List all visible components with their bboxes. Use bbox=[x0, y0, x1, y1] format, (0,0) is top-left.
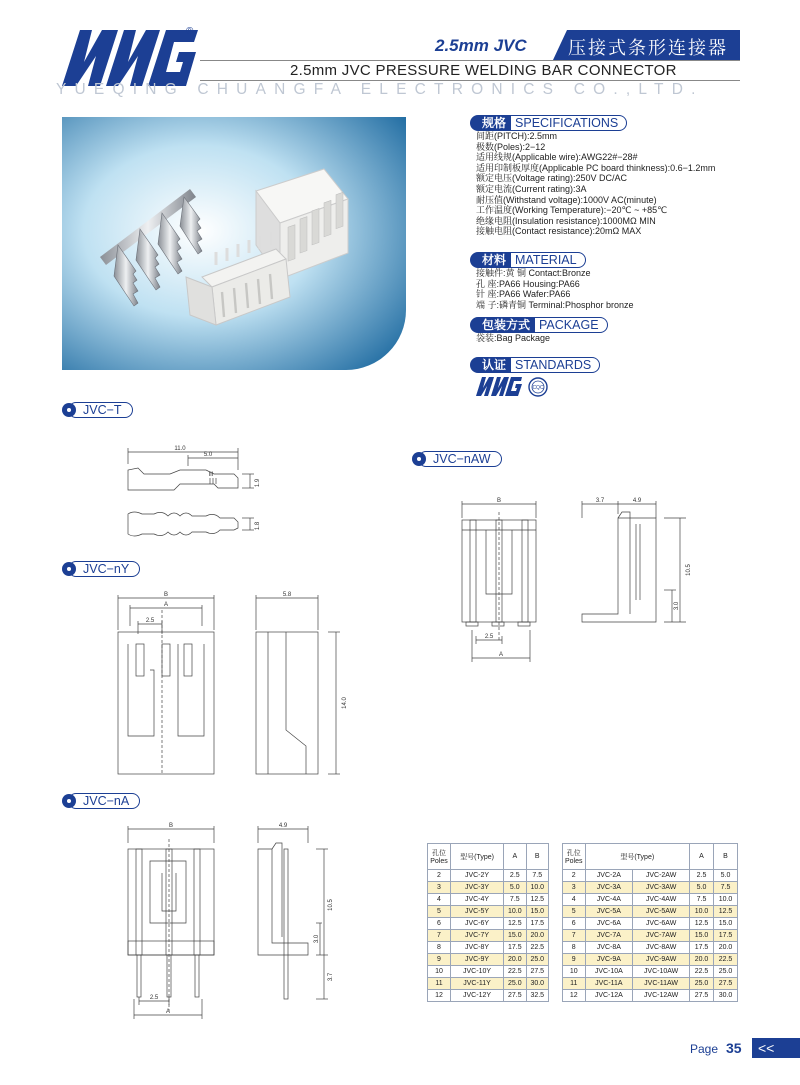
table-cell: 22.5 bbox=[714, 954, 738, 966]
dim-4-9: 4.9 bbox=[632, 498, 642, 504]
table-cell: 8 bbox=[563, 942, 586, 954]
dim-pitch: 2.5 bbox=[145, 618, 155, 624]
tag-bullet-icon bbox=[412, 452, 426, 466]
dim-3-0: 3.0 bbox=[674, 601, 680, 611]
material-line: 接触件:黄 铜 Contact:Bronze bbox=[476, 268, 591, 278]
registered-mark: ® bbox=[186, 26, 194, 37]
table-cell: JVC-6A bbox=[585, 918, 633, 930]
standards-tag bbox=[470, 357, 600, 373]
table-cell: 5 bbox=[563, 906, 586, 918]
spec-line: 适用线规(Applicable wire):AWG22#−28# bbox=[476, 152, 638, 163]
col-poles: 孔位 Poles bbox=[563, 844, 586, 870]
table-cell: 10.0 bbox=[690, 906, 714, 918]
table-cell: 2.5 bbox=[504, 870, 526, 882]
specifications-list bbox=[476, 131, 715, 237]
jvc-naw-label: JVC−nAW bbox=[418, 451, 502, 467]
dim-3-0: 3.0 bbox=[314, 934, 320, 944]
table-cell: JVC-2A bbox=[585, 870, 633, 882]
table-cell: 7.5 bbox=[714, 882, 738, 894]
dim-pitch: 2.5 bbox=[149, 995, 159, 1001]
material-tag bbox=[470, 252, 586, 268]
table-cell: JVC-9AW bbox=[633, 954, 690, 966]
tag-bullet-icon bbox=[62, 562, 76, 576]
table-jvc-a bbox=[562, 843, 738, 1002]
table-row bbox=[563, 906, 738, 918]
dim-3-7: 3.7 bbox=[328, 972, 334, 982]
table-row bbox=[428, 930, 549, 942]
table-cell: 7.5 bbox=[526, 870, 548, 882]
table-cell: 5 bbox=[428, 906, 451, 918]
table-row bbox=[428, 966, 549, 978]
table-cell: 8 bbox=[428, 942, 451, 954]
standards-tag-cn: 认证 bbox=[470, 357, 511, 373]
jvc-naw-tag bbox=[412, 451, 502, 467]
table-cell: 12.5 bbox=[504, 918, 526, 930]
table-cell: JVC-11AW bbox=[633, 978, 690, 990]
table-row bbox=[563, 882, 738, 894]
page-label: Page bbox=[690, 1042, 719, 1056]
company-name: YUEQING CHUANGFA ELECTRONICS CO.,LTD. bbox=[56, 81, 704, 98]
material-tag-cn: 材料 bbox=[470, 252, 511, 268]
dim-pitch: 2.5 bbox=[484, 634, 494, 640]
spec-line: 额定电流(Current rating):3A bbox=[476, 183, 587, 194]
table-cell: 15.0 bbox=[526, 906, 548, 918]
table-cell: JVC-12A bbox=[585, 990, 633, 1002]
table-cell: 2.5 bbox=[690, 870, 714, 882]
table-cell: JVC-3A bbox=[585, 882, 633, 894]
table-cell: 2 bbox=[428, 870, 451, 882]
dim-4-9: 4.9 bbox=[278, 823, 288, 829]
table-cell: 15.0 bbox=[714, 918, 738, 930]
table-row bbox=[428, 906, 549, 918]
table-cell: 4 bbox=[428, 894, 451, 906]
table-cell: 12.5 bbox=[690, 918, 714, 930]
col-poles: 孔位 Poles bbox=[428, 844, 451, 870]
table-cell: JVC-10A bbox=[585, 966, 633, 978]
table-cell: 10 bbox=[563, 966, 586, 978]
material-line: 针 座:PA66 Wafer:PA66 bbox=[476, 289, 571, 300]
table-cell: 5.0 bbox=[504, 882, 526, 894]
table-row bbox=[428, 870, 549, 882]
col-a: A bbox=[690, 844, 714, 870]
table-cell: 6 bbox=[428, 918, 451, 930]
col-type: 型号(Type) bbox=[450, 844, 503, 870]
spec-line: 间距(PITCH):2.5mm bbox=[476, 131, 558, 141]
table-row bbox=[563, 930, 738, 942]
table-cell: 20.0 bbox=[690, 954, 714, 966]
table-cell: 17.5 bbox=[526, 918, 548, 930]
tag-bullet-icon bbox=[62, 794, 76, 808]
table-cell: 30.0 bbox=[526, 978, 548, 990]
standards-tag-en: STANDARDS bbox=[511, 357, 600, 373]
jvc-na-tag bbox=[62, 793, 140, 809]
table-row bbox=[563, 954, 738, 966]
package-tag-cn: 包装方式 bbox=[470, 317, 535, 333]
table-cell: 20.0 bbox=[504, 954, 526, 966]
table-cell: 25.0 bbox=[526, 954, 548, 966]
table-cell: 25.0 bbox=[714, 966, 738, 978]
table-cell: 17.5 bbox=[690, 942, 714, 954]
table-cell: JVC-6Y bbox=[450, 918, 503, 930]
dim-3-7: 3.7 bbox=[595, 498, 605, 504]
table-cell: 9 bbox=[563, 954, 586, 966]
material-tag-en: MATERIAL bbox=[511, 252, 586, 268]
specifications-tag bbox=[470, 115, 627, 131]
dim-height: 14.0 bbox=[342, 697, 348, 709]
dim-depth: 5.8 bbox=[282, 592, 292, 598]
product-photo bbox=[62, 117, 406, 370]
table-row bbox=[428, 990, 549, 1002]
dim-a: A bbox=[163, 602, 169, 608]
material-line: 端 子:磷青铜 Terminal:Phosphor bronze bbox=[476, 299, 634, 310]
table-cell: JVC-2AW bbox=[633, 870, 690, 882]
table-cell: JVC-4AW bbox=[633, 894, 690, 906]
table-row bbox=[428, 942, 549, 954]
spec-line: 接触电阻(Contact resistance):20mΩ MAX bbox=[476, 226, 642, 237]
table-cell: JVC-5AW bbox=[633, 906, 690, 918]
spec-line: 额定电压(Voltage rating):250V DC/AC bbox=[476, 173, 628, 184]
table-cell: 11 bbox=[563, 978, 586, 990]
table-cell: 22.5 bbox=[690, 966, 714, 978]
table-cell: 7 bbox=[563, 930, 586, 942]
dim-a: A bbox=[498, 652, 504, 658]
table-cell: 7.5 bbox=[504, 894, 526, 906]
table-cell: JVC-5Y bbox=[450, 906, 503, 918]
table-row bbox=[428, 954, 549, 966]
table-cell: 20.0 bbox=[714, 942, 738, 954]
table-row bbox=[428, 918, 549, 930]
table-cell: 3 bbox=[563, 882, 586, 894]
table-cell: JVC-12Y bbox=[450, 990, 503, 1002]
table-row bbox=[563, 942, 738, 954]
jvc-naw-drawing bbox=[450, 490, 700, 670]
package-tag bbox=[470, 317, 608, 333]
jvc-ny-drawing bbox=[110, 590, 350, 780]
dim-h1: 1.9 bbox=[255, 478, 261, 488]
dim-a: A bbox=[165, 1009, 171, 1015]
col-b: B bbox=[526, 844, 548, 870]
table-cell: 27.5 bbox=[526, 966, 548, 978]
subtitle: 2.5mm JVC PRESSURE WELDING BAR CONNECTOR bbox=[290, 62, 677, 79]
table-cell: 27.5 bbox=[714, 978, 738, 990]
table-row bbox=[563, 918, 738, 930]
jvc-t-drawing bbox=[110, 440, 260, 550]
table-cell: 12.5 bbox=[714, 906, 738, 918]
jvc-na-label: JVC−nA bbox=[68, 793, 140, 809]
jvc-ny-tag bbox=[62, 561, 140, 577]
table-cell: 30.0 bbox=[714, 990, 738, 1002]
table-cell: JVC-2Y bbox=[450, 870, 503, 882]
table-cell: JVC-5A bbox=[585, 906, 633, 918]
table-cell: 12.5 bbox=[526, 894, 548, 906]
table-jvc-y bbox=[427, 843, 549, 1002]
spec-line: 耐压值(Withstand voltage):1000V AC(minute) bbox=[476, 194, 657, 205]
table-cell: JVC-8Y bbox=[450, 942, 503, 954]
table-cell: JVC-9Y bbox=[450, 954, 503, 966]
table-cell: JVC-8A bbox=[585, 942, 633, 954]
table-cell: JVC-7AW bbox=[633, 930, 690, 942]
table-cell: 15.0 bbox=[690, 930, 714, 942]
dim-b: B bbox=[496, 498, 502, 504]
table-cell: 17.5 bbox=[714, 930, 738, 942]
material-line: 孔 座:PA66 Housing:PA66 bbox=[476, 278, 580, 289]
awg-certification-logo bbox=[476, 377, 522, 396]
table-cell: 11 bbox=[428, 978, 451, 990]
table-row bbox=[563, 966, 738, 978]
spec-line: 极数(Poles):2−12 bbox=[476, 141, 546, 152]
table-cell: JVC-12AW bbox=[633, 990, 690, 1002]
dim-part: 5.0 bbox=[203, 452, 213, 458]
table-cell: JVC-11A bbox=[585, 978, 633, 990]
dim-10-5: 10.5 bbox=[328, 899, 334, 911]
table-row bbox=[563, 894, 738, 906]
col-a: A bbox=[504, 844, 526, 870]
table-cell: 6 bbox=[563, 918, 586, 930]
table-row bbox=[428, 894, 549, 906]
dim-b: B bbox=[168, 823, 174, 829]
standards-logos bbox=[476, 376, 552, 398]
jvc-t-tag bbox=[62, 402, 133, 418]
table-cell: 27.5 bbox=[690, 990, 714, 1002]
specifications-tag-cn: 规格 bbox=[470, 115, 511, 131]
table-row bbox=[563, 990, 738, 1002]
table-cell: 12 bbox=[428, 990, 451, 1002]
table-cell: 10.0 bbox=[714, 894, 738, 906]
dim-h2: 1.8 bbox=[255, 521, 261, 531]
table-cell: JVC-11Y bbox=[450, 978, 503, 990]
dim-10-5: 10.5 bbox=[686, 564, 692, 576]
table-cell: 9 bbox=[428, 954, 451, 966]
table-row bbox=[428, 978, 549, 990]
table-cell: 32.5 bbox=[526, 990, 548, 1002]
mark-iii: III bbox=[208, 472, 214, 478]
table-cell: 5.0 bbox=[714, 870, 738, 882]
dim-b: B bbox=[163, 592, 169, 598]
jvc-t-label: JVC−T bbox=[68, 402, 133, 418]
table-row bbox=[428, 882, 549, 894]
title-chinese: 压接式条形连接器 bbox=[568, 38, 728, 58]
table-cell: JVC-4A bbox=[585, 894, 633, 906]
table-cell: JVC-10AW bbox=[633, 966, 690, 978]
table-cell: 20.0 bbox=[526, 930, 548, 942]
table-cell: 7.5 bbox=[690, 894, 714, 906]
header-divider bbox=[200, 60, 740, 61]
table-cell: 10 bbox=[428, 966, 451, 978]
table-row bbox=[563, 978, 738, 990]
jvc-ny-label: JVC−nY bbox=[68, 561, 140, 577]
package-list bbox=[476, 333, 550, 344]
page-number: 35 bbox=[726, 1040, 742, 1056]
table-cell: JVC-6AW bbox=[633, 918, 690, 930]
specifications-tag-en: SPECIFICATIONS bbox=[511, 115, 627, 131]
table-cell: 10.0 bbox=[504, 906, 526, 918]
col-type: 型号(Type) bbox=[585, 844, 689, 870]
spec-line: 绝缘电阻(Insulation resistance):1000MΩ MIN bbox=[476, 215, 656, 226]
col-b: B bbox=[714, 844, 738, 870]
table-cell: 22.5 bbox=[504, 966, 526, 978]
table-cell: 5.0 bbox=[690, 882, 714, 894]
table-cell: JVC-8AW bbox=[633, 942, 690, 954]
table-cell: 4 bbox=[563, 894, 586, 906]
table-cell: JVC-4Y bbox=[450, 894, 503, 906]
table-cell: 15.0 bbox=[504, 930, 526, 942]
title-english: 2.5mm JVC bbox=[435, 36, 527, 55]
table-cell: 3 bbox=[428, 882, 451, 894]
table-cell: 17.5 bbox=[504, 942, 526, 954]
table-cell: 2 bbox=[563, 870, 586, 882]
table-cell: JVC-3Y bbox=[450, 882, 503, 894]
previous-page-button[interactable]: << bbox=[752, 1038, 800, 1058]
tag-bullet-icon bbox=[62, 403, 76, 417]
package-tag-en: PACKAGE bbox=[535, 317, 608, 333]
spec-line: 适用印制板厚度(Applicable PC board thinkness):0.6−1.2mm bbox=[476, 162, 716, 173]
spec-line: 工作温度(Working Temperature):−20℃ ~ +85℃ bbox=[476, 205, 668, 216]
table-cell: 22.5 bbox=[526, 942, 548, 954]
table-cell: 27.5 bbox=[504, 990, 526, 1002]
jvc-na-drawing bbox=[110, 815, 350, 1020]
table-cell: JVC-3AW bbox=[633, 882, 690, 894]
table-cell: JVC-9A bbox=[585, 954, 633, 966]
material-list bbox=[476, 268, 634, 310]
table-cell: 25.0 bbox=[690, 978, 714, 990]
table-cell: 10.0 bbox=[526, 882, 548, 894]
table-cell: 7 bbox=[428, 930, 451, 942]
cqc-text: CQC bbox=[532, 385, 544, 391]
table-cell: JVC-10Y bbox=[450, 966, 503, 978]
dim-total: 11.0 bbox=[174, 446, 186, 452]
table-cell: 12 bbox=[563, 990, 586, 1002]
table-cell: JVC-7Y bbox=[450, 930, 503, 942]
table-cell: 25.0 bbox=[504, 978, 526, 990]
package-line: 袋装:Bag Package bbox=[476, 333, 551, 343]
table-cell: JVC-7A bbox=[585, 930, 633, 942]
table-row bbox=[563, 870, 738, 882]
awg-logo bbox=[62, 28, 202, 88]
